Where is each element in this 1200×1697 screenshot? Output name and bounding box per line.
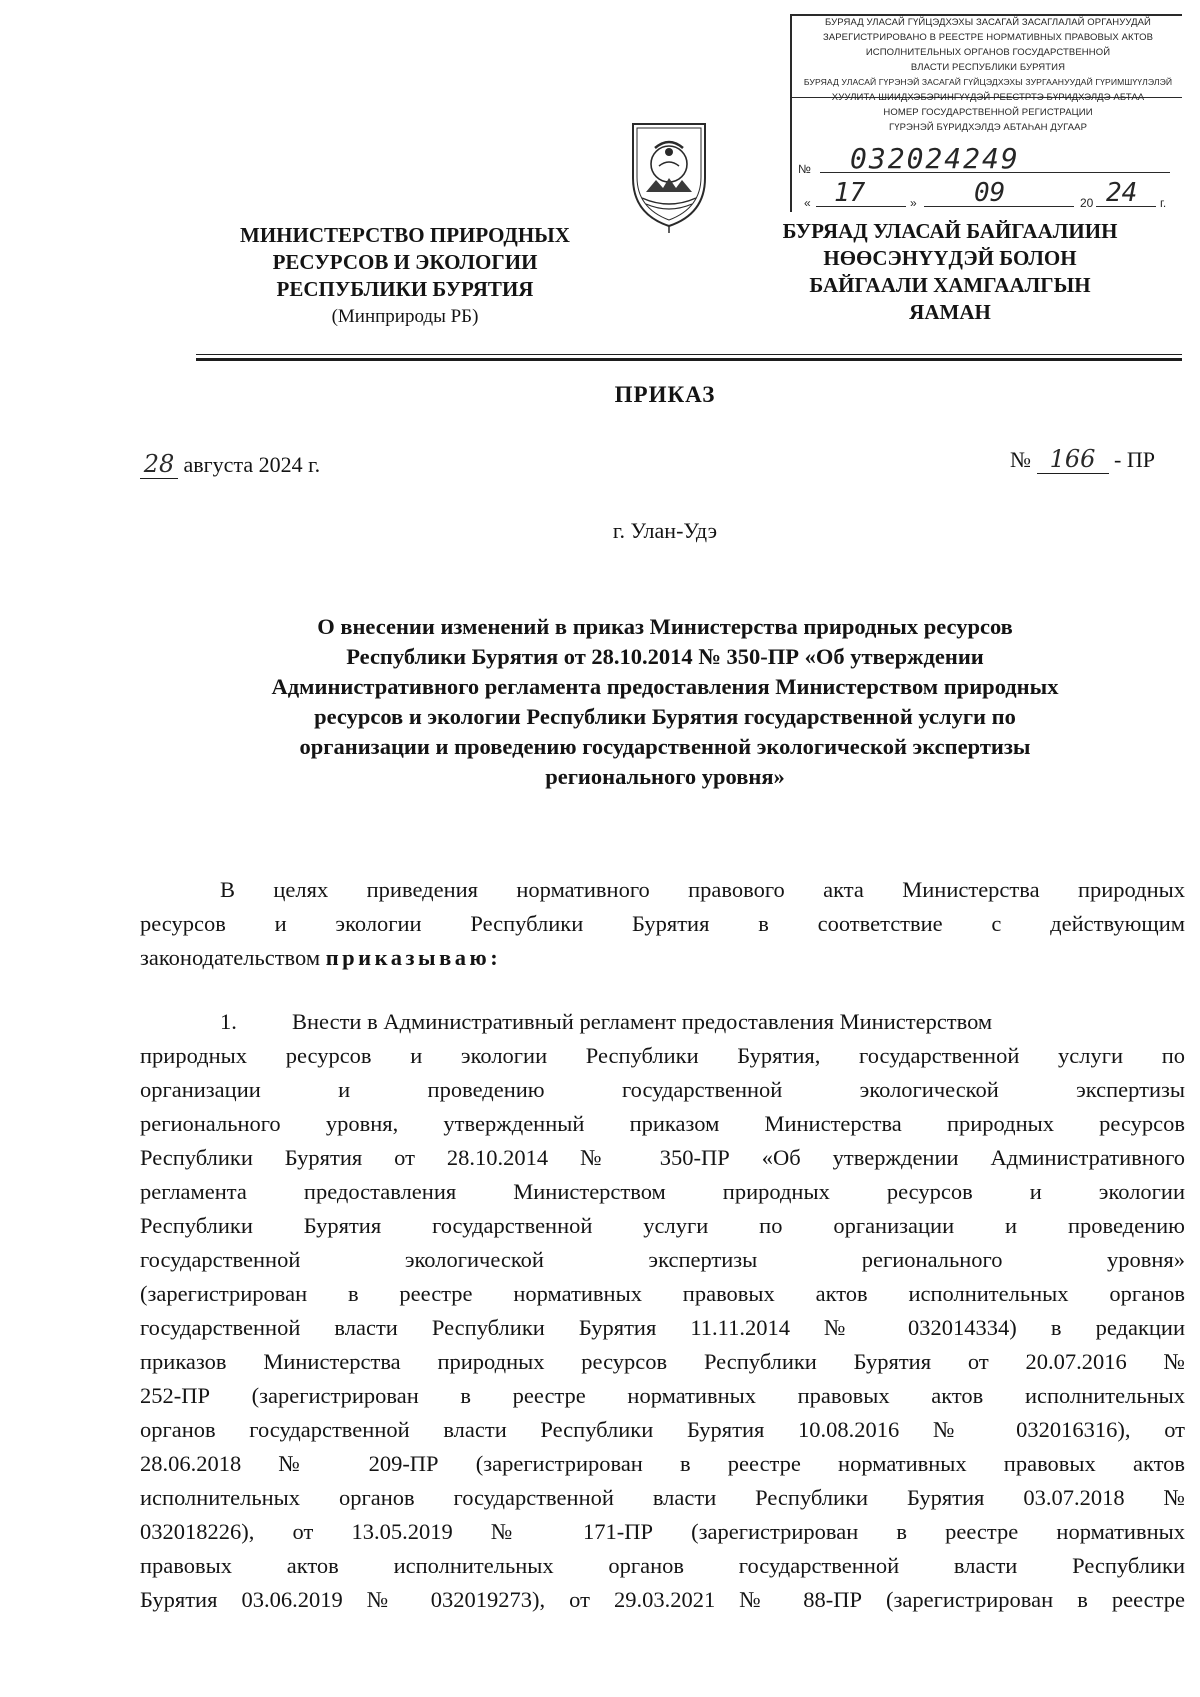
order-date-day: 28: [140, 450, 178, 479]
item-line: Бурятия 03.06.2019 № 032019273), от 29.03.2021 № 88-ПР (зарегистрирован в реестре: [140, 1587, 1185, 1612]
item-line: (зарегистрирован в реестре нормативных правовых актов исполнительных органов: [140, 1281, 1185, 1306]
stamp-year: 24: [1106, 178, 1138, 208]
item-line: природных ресурсов и экологии Республики Бурятия, государственной услуги по: [140, 1043, 1185, 1068]
item-line: Республики Бурятия государственной услуги по организации и проведению: [140, 1213, 1185, 1238]
item-line: 28.06.2018 № 209-ПР (зарегистрирован в реестре нормативных правовых актов: [140, 1451, 1185, 1476]
order-number-label: №: [1010, 447, 1031, 472]
stamp-line: ВЛАСТИ РЕСПУБЛИКИ БУРЯТИЯ: [910, 62, 1066, 73]
subject-line: регионального уровня»: [545, 764, 785, 789]
stamp-number-label: №: [798, 162, 811, 176]
subject-line: ресурсов и экологии Республики Бурятия государственной услуги по: [314, 704, 1016, 729]
preamble-line-command: [140, 942, 1185, 973]
preamble-line: В целях приведения нормативного правового акта Министерства природных: [220, 877, 1185, 902]
ministry-header-russian: [220, 222, 590, 330]
command-word: приказываю:: [325, 945, 502, 970]
subject-line: Республики Бурятия от 28.10.2014 № 350-ПР «Об утверждении: [346, 644, 984, 669]
item-number: 1.: [220, 1009, 237, 1034]
stamp-registration-number: 032024249: [850, 142, 1020, 175]
header-divider: [196, 354, 1182, 361]
ministry-header-buryat: [760, 218, 1140, 326]
stamp-line: ГҮРЭНЭЙ БҮРИДХЭЛДЭ АБТАҺАН ДУГААР: [888, 122, 1088, 133]
item-line: организации и проведению государственной экологической экспертизы: [140, 1077, 1185, 1102]
stamp-month: 09: [974, 178, 1006, 208]
item-line: государственной экологической экспертизы регионального уровня»: [140, 1247, 1185, 1272]
stamp-frame-left: [790, 14, 792, 212]
stamp-line: БУРЯАД УЛАСАЙ ГҮЙЦЭДХЭХЫ ЗАСАГАЙ ЗАСАГЛАЛАЙ ОРГАНУУДАЙ: [825, 17, 1151, 28]
ministry-name-line: НӨӨСЭНҮҮДЭЙ БОЛОН: [823, 246, 1077, 270]
order-date-rest: августа 2024 г.: [183, 452, 321, 477]
order-number-suffix: - ПР: [1114, 447, 1155, 472]
item-line: регионального уровня, утвержденный приказом Министерства природных ресурсов: [140, 1111, 1185, 1136]
preamble-text: законодательством: [140, 945, 326, 970]
item-line: государственной власти Республики Бурятия 11.11.2014 № 032014334) в редакции: [140, 1315, 1185, 1340]
ministry-name-line: ЯАМАН: [909, 300, 991, 324]
stamp-open-quote: «: [804, 196, 811, 210]
stamp-day: 17: [834, 178, 866, 208]
ministry-name-line: МИНИСТЕРСТВО ПРИРОДНЫХ: [240, 223, 570, 247]
coat-of-arms-icon: [630, 118, 708, 234]
stamp-year-prefix: 20: [1080, 196, 1094, 210]
stamp-line: ИСПОЛНИТЕЛЬНЫХ ОРГАНОВ ГОСУДАРСТВЕННОЙ: [865, 47, 1111, 58]
ministry-name-line: БАЙГААЛИ ХАМГААЛГЫН: [809, 273, 1091, 297]
stamp-line: БУРЯАД УЛАСАЙ ГҮРЭНЭЙ ЗАСАГАЙ ГҮЙЦЭДХЭХЫ ЗУРГААНУУДАЙ ГҮРИМШҮҮЛЭЛЭЙ: [803, 77, 1173, 87]
ministry-abbreviation: (Минприроды РБ): [331, 306, 479, 327]
item-line: 252-ПР (зарегистрирован в реестре нормативных правовых актов исполнительных: [140, 1383, 1185, 1408]
order-date: [140, 450, 320, 479]
subject-line: Административного регламента предоставления Министерством природных: [271, 674, 1059, 699]
order-title: ПРИКАЗ: [614, 382, 716, 407]
subject-line: организации и проведению государственной экологической экспертизы: [299, 734, 1031, 759]
order-subject: [140, 612, 1190, 792]
item-line: Республики Бурятия от 28.10.2014 № 350-ПР «Об утверждении Административного: [140, 1145, 1185, 1170]
subject-line: О внесении изменений в приказ Министерства природных ресурсов: [317, 614, 1013, 639]
item-first-line: [220, 1006, 1185, 1037]
registration-stamp: [790, 14, 1182, 212]
stamp-line: ЗАРЕГИСТРИРОВАНО В РЕЕСТРЕ НОРМАТИВНЫХ ПРАВОВЫХ АКТОВ: [822, 32, 1154, 43]
city: г. Улан-Удэ: [612, 518, 718, 543]
ministry-name-line: РЕСУРСОВ И ЭКОЛОГИИ: [272, 250, 538, 274]
stamp-line: НОМЕР ГОСУДАРСТВЕННОЙ РЕГИСТРАЦИИ: [883, 107, 1093, 118]
item-line: исполнительных органов государственной власти Республики Бурятия 03.07.2018 №: [140, 1485, 1185, 1510]
item-line: регламента предоставления Министерством природных ресурсов и экологии: [140, 1179, 1185, 1204]
stamp-line: ХУУЛИТА ШИИДХЭБЭРИНГҮҮДЭЙ РЕЕСТРТЭ БҮРИДХЭЛДЭ АБТАА: [831, 92, 1145, 103]
item-line: 032018226), от 13.05.2019 № 171-ПР (зарегистрирован в реестре нормативных: [140, 1519, 1185, 1544]
item-text: Внести в Административный регламент предоставления Министерством: [292, 1009, 993, 1034]
ministry-name-line: БУРЯАД УЛАСАЙ БАЙГААЛИИН: [782, 219, 1118, 243]
item-line: правовых актов исполнительных органов государственной власти Республики: [140, 1553, 1185, 1578]
preamble-line: ресурсов и экологии Республики Бурятия в соответствие с действующим: [140, 911, 1185, 936]
item-line: приказов Министерства природных ресурсов Республики Бурятия от 20.07.2016 №: [140, 1349, 1185, 1374]
item-line: органов государственной власти Республики Бурятия 10.08.2016 № 032016316), от: [140, 1417, 1185, 1442]
order-number-value: 166: [1037, 445, 1109, 474]
ministry-name-line: РЕСПУБЛИКИ БУРЯТИЯ: [276, 277, 534, 301]
stamp-year-abbr: г.: [1160, 196, 1167, 210]
stamp-close-quote: »: [910, 196, 917, 210]
order-number: [1010, 445, 1155, 474]
